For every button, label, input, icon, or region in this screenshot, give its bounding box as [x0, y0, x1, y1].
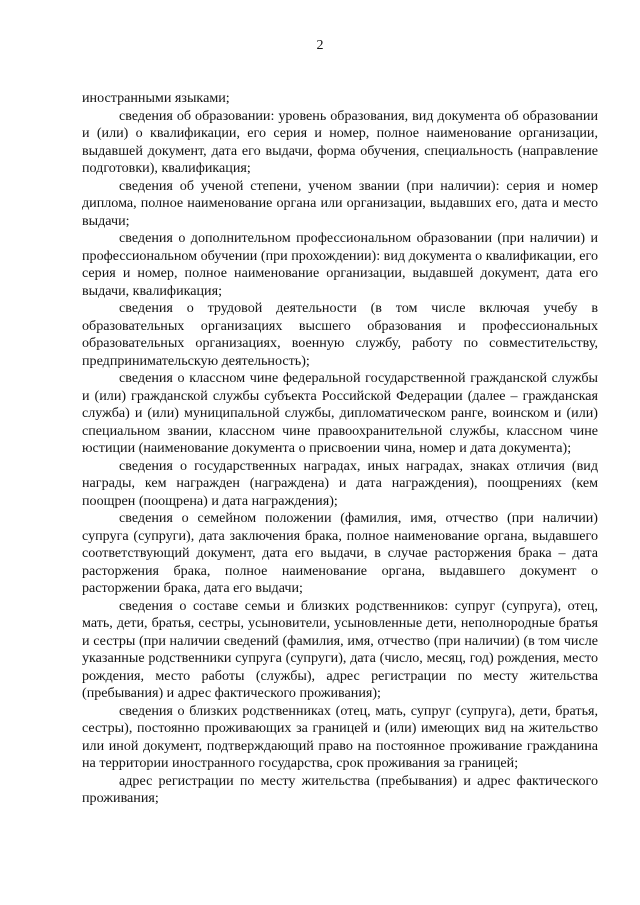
- paragraph-work-history: сведения о трудовой деятельности (в том числе включая учебу в образовательных организациях высшего образования и профессиональных образовательных организациях, военную службу, работу по совместительству, предпринимательскую деятельность);: [82, 300, 598, 369]
- page-number: 2: [316, 38, 324, 53]
- paragraph-foreign-languages-end: иностранными языками;: [82, 90, 230, 106]
- paragraph-marital-status: сведения о семейном положении (фамилия, имя, отчество (при наличии) супруга (супруги), дата заключения брака, полное наименование органа, выдавшего соответствующий документ, дата его выдачи, в случае расторжения брака – дата расторжения брака, полное наименование органа, выдавшего документ о расторжении брака, дата его выдачи;: [82, 510, 598, 596]
- paragraph-relatives-abroad: сведения о близких родственниках (отец, мать, супруг (супруга), дети, братья, сестры), постоянно проживающих за границей и (или) имеющих вид на жительство или иной документ, подтверждающий право на постоянное проживание гражданина на территории иностранного государства, срок проживания за границей;: [82, 702, 598, 771]
- paragraph-class-rank: сведения о классном чине федеральной государственной гражданской службы и (или) гражданской службы субъекта Российской Федерации (далее – гражданская служба) и (или) муниципальной службы, дипломатическом ранге, воинском и (или) специальном звании, классном чине правоохранительной службы, классном чине юстиции (наименование документа о присвоении чина, номер и дата документа);: [82, 370, 598, 456]
- document-body: [82, 90, 598, 808]
- paragraph-family-composition: сведения о составе семьи и близких родственников: супруг (супруга), отец, мать, дети, братья, сестры, усыновители, усыновленные дети, неполнородные братья и сестры (при наличии сведений (фамилия, имя, отчество (при наличии) (в том числе указанные родственники супруга (супруги), дата (число, месяц, год) рождения, место рождения, место работы (службы), адрес регистрации по месту жительства (пребывания) и адрес фактического проживания);: [82, 597, 598, 701]
- paragraph-education: сведения об образовании: уровень образования, вид документа об образовании и (или) о квалификации, его серия и номер, полное наименование организации, выдавшей документ, дата его выдачи, форма обучения, специальность (направление подготовки), квалификация;: [82, 107, 598, 176]
- paragraph-academic-degree: сведения об ученой степени, ученом звании (при наличии): серия и номер диплома, полное наименование органа или организации, выдавших его, дата и место выдачи;: [82, 177, 598, 229]
- paragraph-additional-education: сведения о дополнительном профессиональном образовании (при наличии) и профессиональном обучении (при прохождении): вид документа о квалификации, его серия и номер, полное наименование организации, выдавшей документ, дата его выдачи, квалификация;: [82, 230, 598, 299]
- paragraph-address: адрес регистрации по месту жительства (пребывания) и адрес фактического проживания;: [82, 772, 598, 806]
- paragraph-awards: сведения о государственных наградах, иных наградах, знаках отличия (вид награды, кем награжден (награждена) и дата награждения), поощрениях (кем поощрен (поощрена) и дата награждения);: [82, 457, 598, 509]
